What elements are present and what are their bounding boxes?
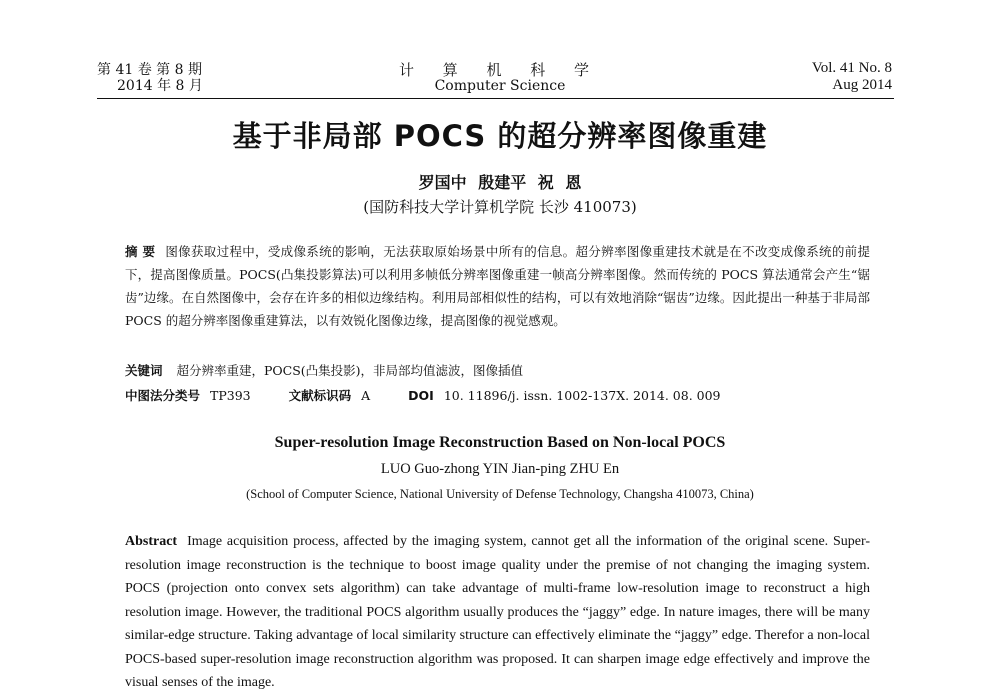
authors-cn: 罗国中 殷建平 祝 恩 — [418, 173, 582, 192]
authors-en: LUO Guo-zhong YIN Jian-ping ZHU En — [380, 461, 620, 477]
date-cn: 2014 年 8 月 — [117, 78, 203, 94]
abstract-en-text: Image acquisition process, affected by the imaging system, cannot get all the information of the original scene. Super-resolution image reconstruction is the technique to boost image quality under the premise of not changing the imaging system. POCS (projection onto convex sets algorithm) can take advantage of multi-frame low-resolution image to reconstruct a high resolution image. However, the traditional POCS algorithm usually produces the “jaggy” edge. In nature images, there will be many similar-edge structure. Taking advantage of local similarity structure can effectively eliminate the “jaggy” edge. Therefor a non-local POCS-based super-resolution image reconstruction algorithm was proposed. It can sharpen image edge effectively and improve the visual senses of the image. — [125, 534, 870, 690]
abstract-en — [125, 530, 870, 695]
abstract-cn — [125, 240, 870, 332]
keywords-cn — [125, 361, 523, 379]
volume-issue-en: Vol. 41 No. 8 — [811, 60, 892, 76]
doc-code-label: 文献标识码 — [288, 388, 352, 403]
doi-label: DOI — [408, 388, 434, 403]
affiliation-cn: (国防科技大学计算机学院 长沙 410073) — [363, 198, 637, 216]
header-rule — [97, 98, 894, 99]
classification-line — [125, 386, 721, 404]
running-header-right — [812, 60, 892, 94]
affiliation-en: (School of Computer Science, National University of Defense Technology, Changsha 410073, China) — [246, 487, 754, 501]
journal-name-cn: 计 算 机 科 学 — [398, 61, 602, 79]
abstract-cn-label: 摘 要 — [125, 244, 156, 259]
doi-value: 10. 11896/j. issn. 1002-137X. 2014. 08. 009 — [443, 388, 721, 403]
journal-name-en: Computer Science — [434, 78, 566, 94]
paper-title-en: Super-resolution Image Reconstruction Based on Non-local POCS — [274, 434, 726, 451]
volume-issue-cn: 第 41 卷 第 8 期 — [97, 62, 202, 78]
date-en: Aug 2014 — [832, 77, 892, 93]
clc-value: TP393 — [210, 388, 251, 403]
keywords-cn-text: 超分辨率重建，POCS(凸集投影)，非局部均值滤波，图像插值 — [176, 363, 524, 378]
abstract-en-label: Abstract — [125, 534, 178, 549]
abstract-cn-text: 图像获取过程中，受成像系统的影响，无法获取原始场景中所有的信息。超分辨率图像重建技术就是在不改变成像系统的前提下，提高图像质量。POCS(凸集投影算法)可以利用多帧低分辨率图像重建一帧高分辨率图像。然而传统的 POCS 算法通常会产生“锯齿”边缘。在自然图像中，会存在许多的相似边缘结构。利用局部相似性的结构，可以有效地消除“锯齿”边缘。因此提出一种基于非局部 POCS 的超分辨率图像重建算法，以有效锐化图像边缘，提高图像的视觉感观。 — [125, 244, 870, 328]
paper-title-cn: 基于非局部 POCS 的超分辨率图像重建 — [232, 119, 768, 153]
doc-code-value: A — [361, 388, 371, 403]
clc-label: 中图法分类号 — [125, 388, 201, 403]
keywords-cn-label: 关键词 — [125, 363, 163, 378]
